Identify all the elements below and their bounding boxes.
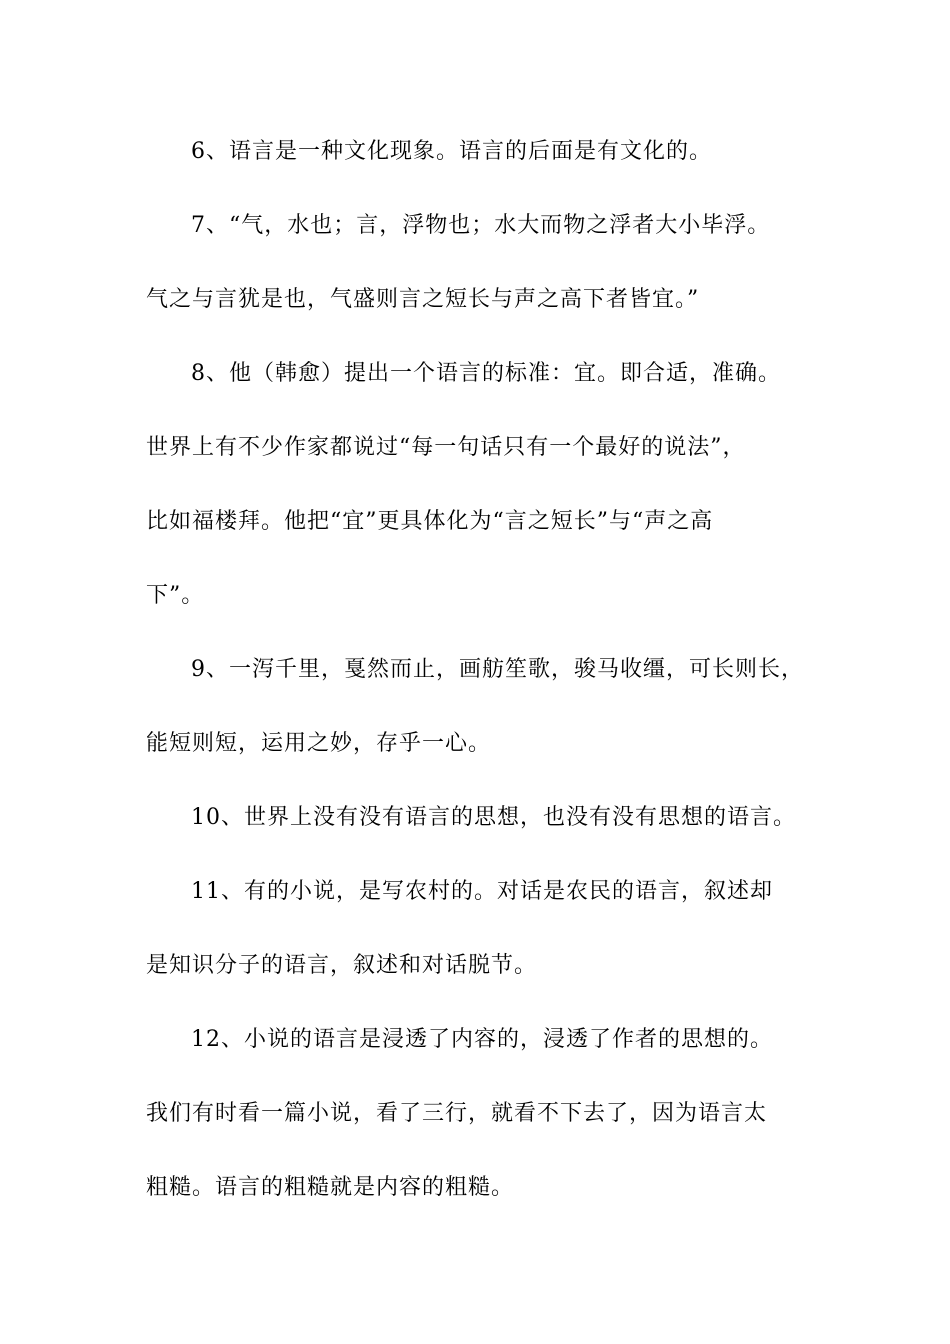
paragraph-8-line-3: 比如福楼拜。他把“宜”更具体化为“言之短长”与“声之高 [146,509,714,534]
paragraph-11-line-1: 11、有的小说，是写农村的。对话是农民的语言，叙述却 [191,879,773,904]
paragraph-7-line-1: 7、“气，水也；言，浮物也；水大而物之浮者大小毕浮。 [191,213,771,238]
paragraph-8-line-4: 下”。 [146,583,205,608]
paragraph-11-line-2: 是知识分子的语言，叙述和对话脱节。 [146,953,538,978]
paragraph-6-line-1: 6、语言是一种文化现象。语言的后面是有文化的。 [191,139,712,164]
paragraph-7-line-2: 气之与言犹是也，气盛则言之短长与声之高下者皆宜。” [146,287,700,312]
paragraph-12-line-1: 12、小说的语言是浸透了内容的，浸透了作者的思想的。 [191,1027,773,1052]
paragraph-8-line-2: 世界上有不少作家都说过“每一句话只有一个最好的说法”， [146,435,746,460]
paragraph-12-line-3: 粗糙。语言的粗糙就是内容的粗糙。 [146,1175,515,1200]
paragraph-12-line-2: 我们有时看一篇小说，看了三行，就看不下去了，因为语言太 [146,1101,768,1126]
paragraph-9-line-1: 9、一泻千里，戛然而止，画舫笙歌，骏马收缰，可长则长， [191,657,804,682]
paragraph-9-line-2: 能短则短，运用之妙，存乎一心。 [146,731,492,756]
paragraph-10-line-1: 10、世界上没有没有语言的思想，也没有没有思想的语言。 [191,805,796,830]
paragraph-8-line-1: 8、他（韩愈）提出一个语言的标准：宜。即合适，准确。 [191,361,781,386]
